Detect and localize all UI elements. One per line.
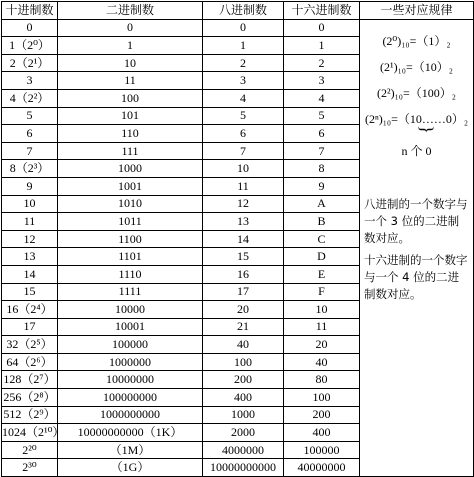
- cell-dec: 256（2⁸）: [2, 389, 58, 407]
- cell-dec: 2（2¹）: [2, 54, 58, 72]
- cell-oct: 2000: [203, 424, 284, 442]
- cell-hex: 20: [284, 336, 360, 354]
- cell-bin: 1000000000: [58, 406, 203, 424]
- cell-oct: 1000: [203, 406, 284, 424]
- cell-oct: 3: [203, 72, 284, 90]
- cell-dec: 3: [2, 72, 58, 90]
- cell-bin: 1011: [58, 213, 203, 231]
- cell-hex: C: [284, 230, 360, 248]
- header-hex: 十六进制数: [284, 2, 360, 20]
- brace-icon: }: [416, 124, 437, 134]
- header-row: [2, 2, 474, 20]
- cell-oct: 2: [203, 54, 284, 72]
- cell-dec: 9: [2, 177, 58, 195]
- cell-hex: 1: [284, 37, 360, 55]
- formula-4: (2ⁿ)₁₀=（10……0）₂: [364, 111, 469, 126]
- cell-bin: 100000: [58, 336, 203, 354]
- cell-oct: 10: [203, 160, 284, 178]
- cell-dec: 1024（2¹⁰）: [2, 424, 58, 442]
- cell-oct: 11: [203, 177, 284, 195]
- cell-hex: 10: [284, 301, 360, 319]
- cell-bin: 111: [58, 142, 203, 160]
- cell-bin: 100000000: [58, 389, 203, 407]
- formula-1: (2⁰)₁₀=（1）₂: [382, 33, 451, 48]
- cell-dec: 16（2⁴）: [2, 301, 58, 319]
- cell-dec: 0: [2, 19, 58, 37]
- cell-bin: 1111: [58, 283, 203, 301]
- brace-label: n 个 0: [401, 143, 432, 158]
- cell-hex: 80: [284, 371, 360, 389]
- cell-oct: 200: [203, 371, 284, 389]
- cell-hex: 4: [284, 89, 360, 107]
- cell-oct: 4: [203, 89, 284, 107]
- cell-dec: 13: [2, 248, 58, 266]
- cell-dec: 1（2⁰）: [2, 37, 58, 55]
- cell-oct: 10000000000: [203, 459, 284, 477]
- cell-hex: 0: [284, 19, 360, 37]
- formula-2: (2¹)₁₀=（10）₂: [380, 59, 453, 74]
- cell-bin: 0: [58, 19, 203, 37]
- cell-dec: 512（2⁹）: [2, 406, 58, 424]
- cell-bin: 1010: [58, 195, 203, 213]
- table-body: [2, 19, 474, 476]
- cell-dec: 15: [2, 283, 58, 301]
- cell-hex: 400: [284, 424, 360, 442]
- header-binary: 二进制数: [58, 2, 203, 20]
- cell-bin: 1110: [58, 265, 203, 283]
- cell-dec: 64（2⁶）: [2, 353, 58, 371]
- cell-bin: 110: [58, 125, 203, 143]
- cell-hex: E: [284, 265, 360, 283]
- header-rules: 一些对应规律: [360, 2, 474, 20]
- cell-hex: 100: [284, 389, 360, 407]
- cell-bin: 1001: [58, 177, 203, 195]
- header-octal: 八进制数: [203, 2, 284, 20]
- cell-dec: 32（2⁵）: [2, 336, 58, 354]
- cell-bin: 10000000000（1K）: [58, 424, 203, 442]
- table-row: [2, 19, 474, 37]
- cell-dec: 2²⁰: [2, 441, 58, 459]
- cell-bin: 1000: [58, 160, 203, 178]
- cell-bin: 10: [58, 54, 203, 72]
- cell-dec: 11: [2, 213, 58, 231]
- cell-dec: 4（2²）: [2, 89, 58, 107]
- cell-oct: 15: [203, 248, 284, 266]
- cell-dec: 7: [2, 142, 58, 160]
- cell-bin: 1000000: [58, 353, 203, 371]
- cell-bin: 10000000: [58, 371, 203, 389]
- cell-oct: 21: [203, 318, 284, 336]
- cell-dec: 12: [2, 230, 58, 248]
- cell-oct: 1: [203, 37, 284, 55]
- cell-hex: 3: [284, 72, 360, 90]
- cell-hex: F: [284, 283, 360, 301]
- cell-hex: 40: [284, 353, 360, 371]
- cell-bin: （1G）: [58, 459, 203, 477]
- cell-hex: 200: [284, 406, 360, 424]
- cell-dec: 128（2⁷）: [2, 371, 58, 389]
- cell-hex: 2: [284, 54, 360, 72]
- formula-3: (2²)₁₀=（100）₂: [377, 85, 456, 100]
- cell-oct: 12: [203, 195, 284, 213]
- cell-dec: 6: [2, 125, 58, 143]
- cell-bin: 1101: [58, 248, 203, 266]
- cell-hex: 7: [284, 142, 360, 160]
- cell-hex: 9: [284, 177, 360, 195]
- cell-oct: 0: [203, 19, 284, 37]
- cell-oct: 5: [203, 107, 284, 125]
- cell-hex: 6: [284, 125, 360, 143]
- cell-hex: D: [284, 248, 360, 266]
- cell-bin: 1100: [58, 230, 203, 248]
- cell-dec: 5: [2, 107, 58, 125]
- number-base-table: [1, 1, 474, 477]
- cell-dec: 14: [2, 265, 58, 283]
- cell-bin: 101: [58, 107, 203, 125]
- note-hex: 十六进制的一个数字与一个 4 位的二进制数对应。: [364, 252, 468, 301]
- cell-hex: 11: [284, 318, 360, 336]
- cell-bin: 1: [58, 37, 203, 55]
- cell-hex: 100000: [284, 441, 360, 459]
- cell-dec: 2³⁰: [2, 459, 58, 477]
- rules-cell: [360, 19, 474, 476]
- header-decimal: 十进制数: [2, 2, 58, 20]
- cell-oct: 100: [203, 353, 284, 371]
- cell-dec: 8（2³）: [2, 160, 58, 178]
- cell-oct: 14: [203, 230, 284, 248]
- cell-oct: 13: [203, 213, 284, 231]
- cell-oct: 16: [203, 265, 284, 283]
- cell-oct: 40: [203, 336, 284, 354]
- cell-oct: 4000000: [203, 441, 284, 459]
- note-octal: 八进制的一个数字与一个 3 位的二进制数对应。: [364, 196, 468, 245]
- cell-bin: 100: [58, 89, 203, 107]
- cell-hex: 40000000: [284, 459, 360, 477]
- cell-bin: 11: [58, 72, 203, 90]
- cell-oct: 17: [203, 283, 284, 301]
- cell-hex: 8: [284, 160, 360, 178]
- cell-dec: 10: [2, 195, 58, 213]
- cell-oct: 6: [203, 125, 284, 143]
- cell-oct: 20: [203, 301, 284, 319]
- cell-hex: A: [284, 195, 360, 213]
- cell-dec: 17: [2, 318, 58, 336]
- cell-oct: 400: [203, 389, 284, 407]
- cell-oct: 7: [203, 142, 284, 160]
- cell-bin: 10001: [58, 318, 203, 336]
- cell-hex: 5: [284, 107, 360, 125]
- cell-bin: 10000: [58, 301, 203, 319]
- cell-hex: B: [284, 213, 360, 231]
- cell-bin: （1M）: [58, 441, 203, 459]
